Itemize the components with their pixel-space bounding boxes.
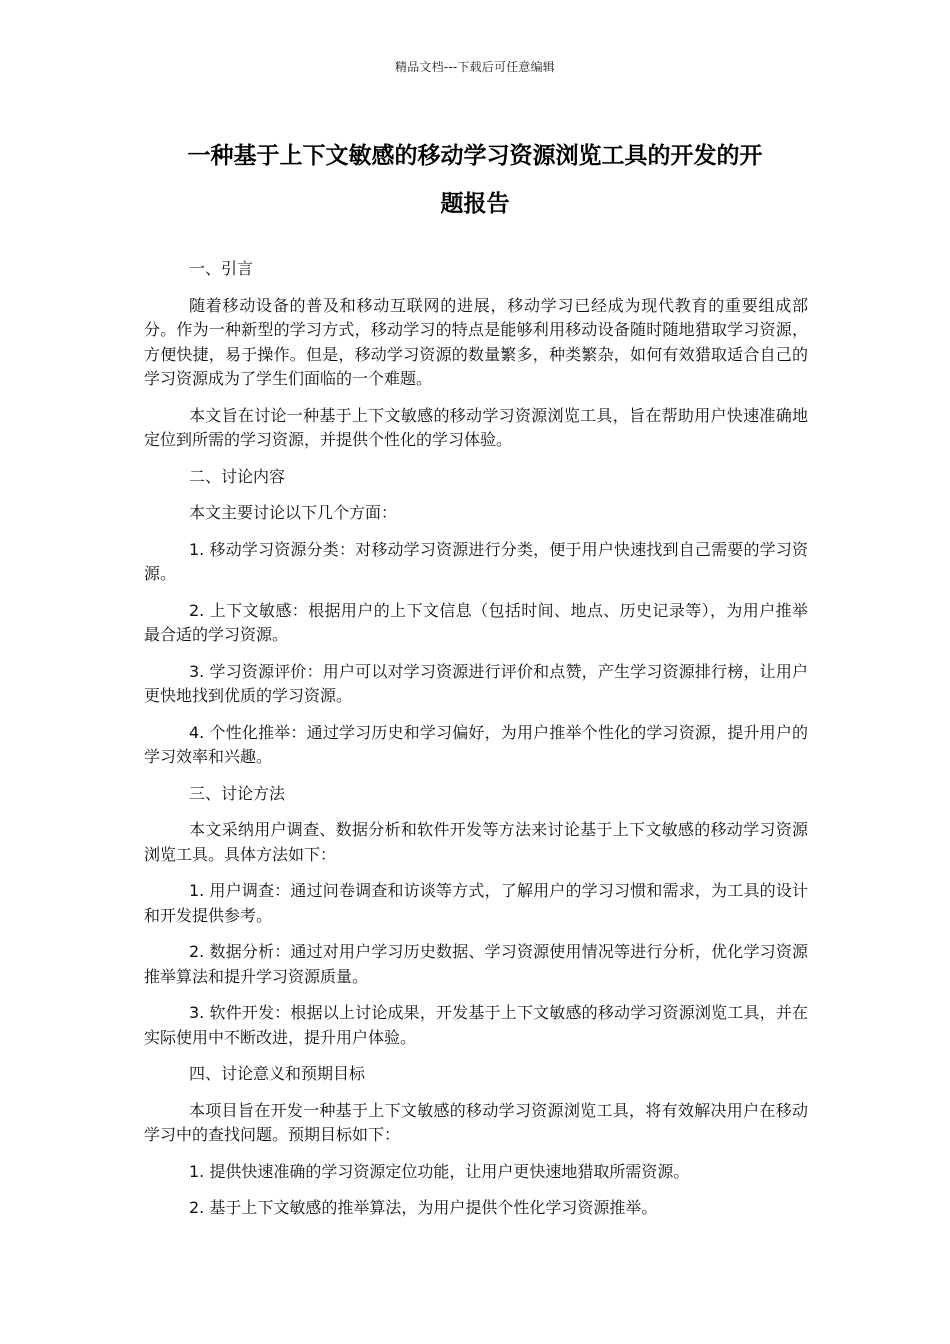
paragraph-content-lead: 本文主要讨论以下几个方面：: [189, 503, 398, 522]
section-heading-goals: 四、讨论意义和预期目标: [189, 1064, 366, 1083]
document-title-line-2: 题报告: [440, 191, 510, 217]
list-item-content-1: 1. 移动学习资源分类：对移动学习资源进行分类，便于用户快速找到自己需要的学习资源。: [144, 539, 808, 583]
list-item-method-3: 3. 软件开发：根据以上讨论成果，开发基于上下文敏感的移动学习资源浏览工具，并在实际使用中不断改进，提升用户体验。: [144, 1003, 808, 1047]
paragraph-method-lead: 本文采纳用户调查、数据分析和软件开发等方法来讨论基于上下文敏感的移动学习资源浏览工具。具体方法如下：: [144, 820, 808, 864]
paragraph-intro-purpose: 本文旨在讨论一种基于上下文敏感的移动学习资源浏览工具，旨在帮助用户快速准确地定位到所需的学习资源，并提供个性化的学习体验。: [144, 405, 808, 449]
list-item-method-2: 2. 数据分析：通过对用户学习历史数据、学习资源使用情况等进行分析，优化学习资源推举算法和提升学习资源质量。: [144, 942, 808, 986]
paragraph-intro-background: 随着移动设备的普及和移动互联网的进展，移动学习已经成为现代教育的重要组成部分。作为一种新型的学习方式，移动学习的特点是能够利用移动设备随时随地猎取学习资源，方便快捷，易于操作。但是，移动学习资源的数量繁多，种类繁杂，如何有效猎取适合自己的学习资源成为了学生们面临的一个难题。: [144, 295, 808, 388]
section-heading-method: 三、讨论方法: [189, 783, 286, 803]
section-heading-content: 二、讨论内容: [189, 466, 286, 486]
header-note: 精品文档---下载后可任意编辑: [395, 60, 555, 74]
list-item-content-4: 4. 个性化推举：通过学习历史和学习偏好，为用户推举个性化的学习资源，提升用户的学习效率和兴趣。: [144, 722, 808, 766]
document-title-line-1: 一种基于上下文敏感的移动学习资源浏览工具的开发的开: [187, 143, 763, 169]
list-item-content-2: 2. 上下文敏感：根据用户的上下文信息（包括时间、地点、历史记录等），为用户推举最合适的学习资源。: [144, 600, 808, 644]
document-title: [140, 132, 810, 228]
paragraph-goals-lead: 本项目旨在开发一种基于上下文敏感的移动学习资源浏览工具，将有效解决用户在移动学习中的查找问题。预期目标如下：: [144, 1100, 808, 1144]
document-body: [144, 257, 808, 1233]
list-item-goal-2: 2. 基于上下文敏感的推举算法，为用户提供个性化学习资源推举。: [189, 1198, 658, 1217]
list-item-method-1: 1. 用户调查：通过问卷调查和访谈等方式，了解用户的学习习惯和需求，为工具的设计和开发提供参考。: [144, 881, 808, 925]
list-item-content-3: 3. 学习资源评价：用户可以对学习资源进行评价和点赞，产生学习资源排行榜，让用户更快地找到优质的学习资源。: [144, 661, 808, 705]
section-heading-introduction: 一、引言: [189, 259, 254, 278]
list-item-goal-1: 1. 提供快速准确的学习资源定位功能，让用户更快速地猎取所需资源。: [189, 1161, 690, 1181]
